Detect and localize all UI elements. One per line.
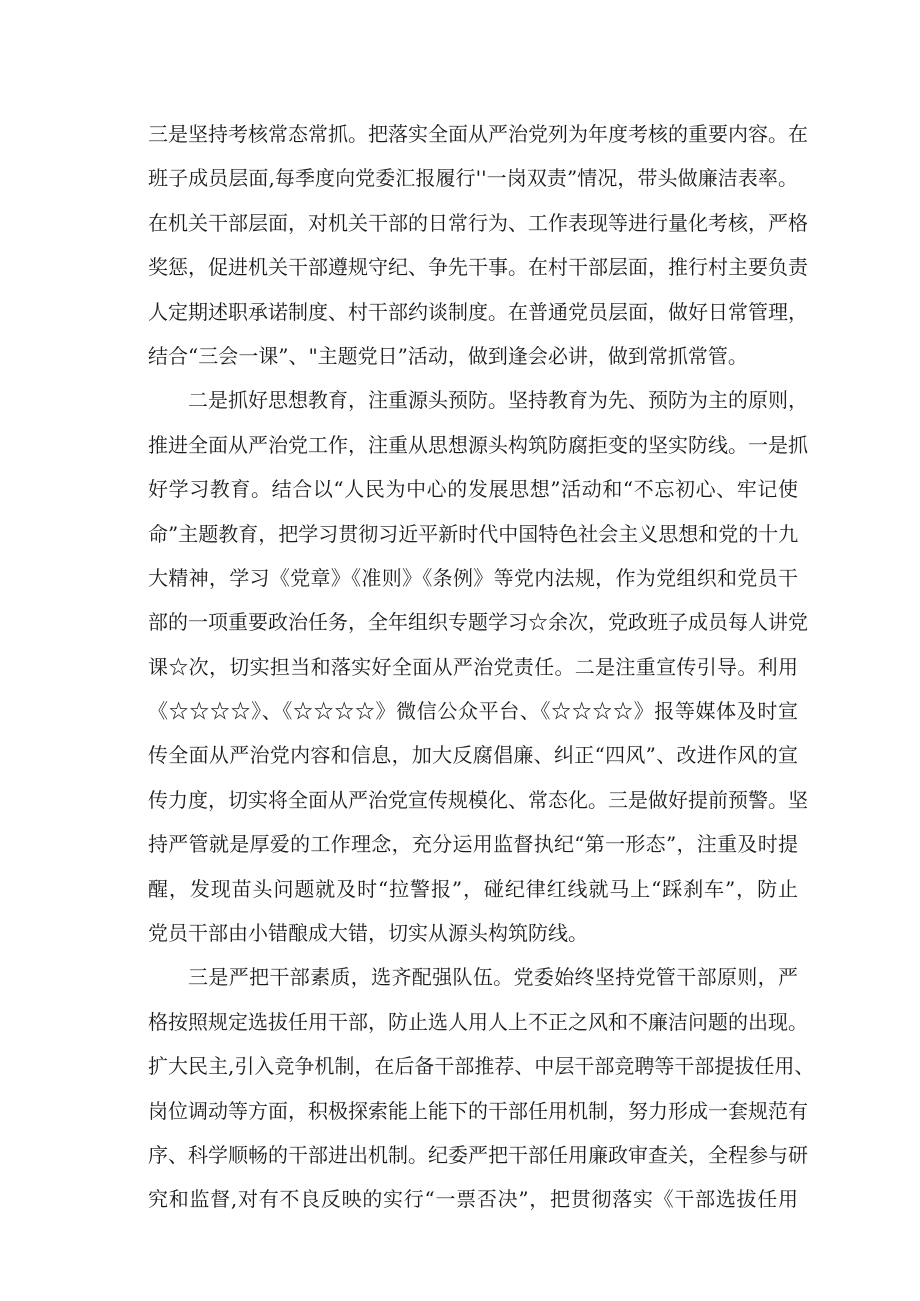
text-line: 岗位调动等方面，积极探索能上能下的干部任用机制，努力形成一套规范有 [148, 1098, 808, 1123]
text-line: 党员干部由小错酿成大错，切实从源头构筑防线。 [148, 921, 588, 946]
text-line: 在机关干部层面，对机关干部的日常行为、工作表现等进行量化考核，严格 [148, 210, 808, 235]
text-line: 格按照规定选拔任用干部，防止选人用人上不正之风和不廉洁问题的出现。 [148, 1009, 808, 1034]
text-line: 人定期述职承诺制度、村干部约谈制度。在普通党员层面，做好日常管理， [148, 299, 808, 324]
text-line: 持严管就是厚爱的工作理念，充分运用监督执纪“第一形态”，注重及时提 [148, 832, 798, 857]
text-line: 命”主题教育，把学习贯彻习近平新时代中国特色社会主义思想和党的十九 [148, 521, 799, 546]
text-line: 三是严把干部素质，选齐配强队伍。党委始终坚持党管干部原则，严 [188, 965, 798, 990]
text-line: 部的一项重要政治任务，全年组织专题学习☆余次，党政班子成员每人讲党 [148, 610, 808, 635]
text-line: 结合“三会一课”、"主题党日”活动，做到逢会必讲，做到常抓常管。 [148, 343, 748, 368]
text-line: 推进全面从严治党工作，注重从思想源头构筑防腐拒变的坚实防线。一是抓 [148, 432, 808, 457]
text-line: 传全面从严治党内容和信息，加大反腐倡廉、纠正“四风”、改进作风的宣 [148, 743, 798, 768]
text-line: 扩大民主,引入竞争机制，在后备干部推荐、中层干部竞聘等干部提拔任用、 [148, 1054, 815, 1079]
text-line: 究和监督,对有不良反映的实行“一票否决”，把贯彻落实《干部选拔任用 [148, 1187, 798, 1212]
text-line: 序、科学顺畅的干部进出机制。纪委严把干部任用廉政审查关，全程参与研 [148, 1142, 808, 1167]
text-line: 奖惩，促进机关干部遵规守纪、争先干事。在村干部层面，推行村主要负责 [148, 255, 808, 280]
text-line: 课☆次，切实担当和落实好全面从严治党责任。二是注重宣传引导。利用 [148, 654, 798, 679]
paragraph-ideological-education [148, 378, 808, 955]
text-line: 班子成员层面,每季度向党委汇报履行''一岗双责”情况，带头做廉洁表率。 [148, 166, 798, 191]
text-line: 《☆☆☆☆》、《☆☆☆☆》微信公众平台、《☆☆☆☆》报等媒体及时宣 [148, 699, 798, 724]
paragraph-cadre-quality [148, 955, 815, 1221]
paragraph-assessment [148, 112, 808, 378]
text-line: 传力度，切实将全面从严治党宣传规模化、常态化。三是做好提前预警。坚 [148, 787, 808, 812]
text-line: 好学习教育。结合以“人民为中心的发展思想”活动和“不忘初心、牢记使 [148, 477, 798, 502]
document-body [148, 112, 815, 1222]
text-line: 醒，发现苗头问题就及时“拉警报”，碰纪律红线就马上“踩刹车”，防止 [148, 876, 798, 901]
text-line: 三是坚持考核常态常抓。把落实全面从严治党列为年度考核的重要内容。在 [148, 122, 808, 146]
text-line: 二是抓好思想教育，注重源头预防。坚持教育为先、预防为主的原则， [188, 388, 808, 413]
text-line: 大精神，学习《党章》《准则》《条例》等党内法规，作为党组织和党员干 [148, 565, 798, 590]
